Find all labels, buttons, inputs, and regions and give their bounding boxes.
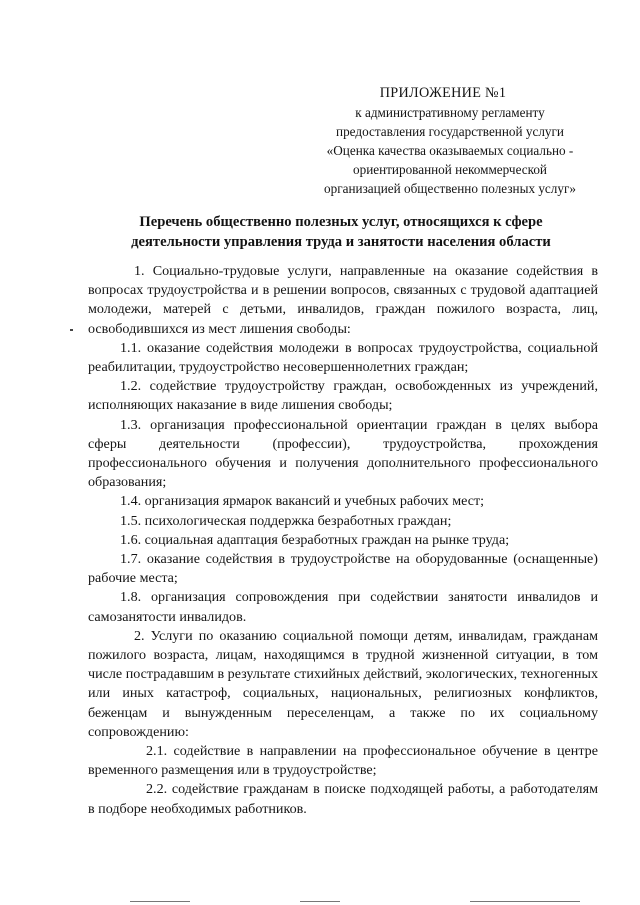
list-item: 1.8. организация сопровождения при содействии занятости инвалидов и самозанятости инвалидов. [88,589,598,625]
list-item: 1.6. социальная адаптация безработных граждан на рынке труда; [120,531,510,548]
scan-artifact-line [130,901,190,902]
section-paragraph: 2. Услуги по оказанию социальной помощи детям, инвалидам, гражданам пожилого возраста, лицам, находящимся в трудной жизненной ситуации, в том числе пострадавшим в результате стихийных действий, экологических, техногенных или иных катастроф, социальных, национальных, религиозных конфликтов, беженцам и вынужденным переселенцам, а также по их социальному сопровождению: [88,627,598,740]
title-line: деятельности управления труда и занятости населения области [131,233,551,250]
list-item: 1.3. организация профессиональной ориентации граждан в целях выбора сферы деятельности (профессии), трудоустройства, прохождения профессионального обучения и получения дополнительного профессионального образования; [88,416,598,491]
list-item: 1.1. оказание содействия молодежи в вопросах трудоустройства, социальной реабилитации, трудоустройство несовершеннолетних граждан; [88,339,598,376]
list-item: 1.5. психологическая поддержка безработных граждан; [120,512,452,529]
appendix-line: к административному регламенту [355,105,545,120]
appendix-line: «Оценка качества оказываемых социально - [326,143,574,158]
scan-artifact-line [300,901,340,902]
list-item: 2.2. содействие гражданам в поиске подходящей работы, а работодателям в подборе необходимых работников. [88,781,598,817]
list-item: 1.2. содействие трудоустройству граждан, освобожденных из учреждений, исполняющих наказание в виде лишения свободы; [88,378,598,414]
scan-artifact-line [470,901,580,902]
list-item: 1.4. организация ярмарок вакансий и учебных рабочих мест; [120,493,485,510]
appendix-header [300,84,600,198]
document-body [88,262,598,819]
section-paragraph: 1. Социально-трудовые услуги, направленные на оказание содействия в вопросах трудоустройства и в решении вопросов, связанных с трудовой адаптацией молодежи, матерей с детьми, инвалидов, граждан пожилого возраста, лиц, освободившихся из мест лишения свободы: [88,263,598,337]
appendix-line: предоставления государственной услуги [336,124,564,139]
appendix-line: организацией общественно полезных услуг» [324,181,576,196]
list-item: 2.1. содействие в направлении на профессиональное обучение в центре временного размещения или в трудоустройстве; [88,743,598,779]
appendix-line: ориентированной некоммерческой [353,162,547,177]
margin-mark [70,329,73,331]
document-title [86,213,596,252]
title-line: Перечень общественно полезных услуг, относящихся к сфере [139,214,543,230]
list-item: 1.7. оказание содействия в трудоустройстве на оборудованные (оснащенные) рабочие места; [88,551,598,587]
appendix-heading: ПРИЛОЖЕНИЕ №1 [379,85,507,101]
